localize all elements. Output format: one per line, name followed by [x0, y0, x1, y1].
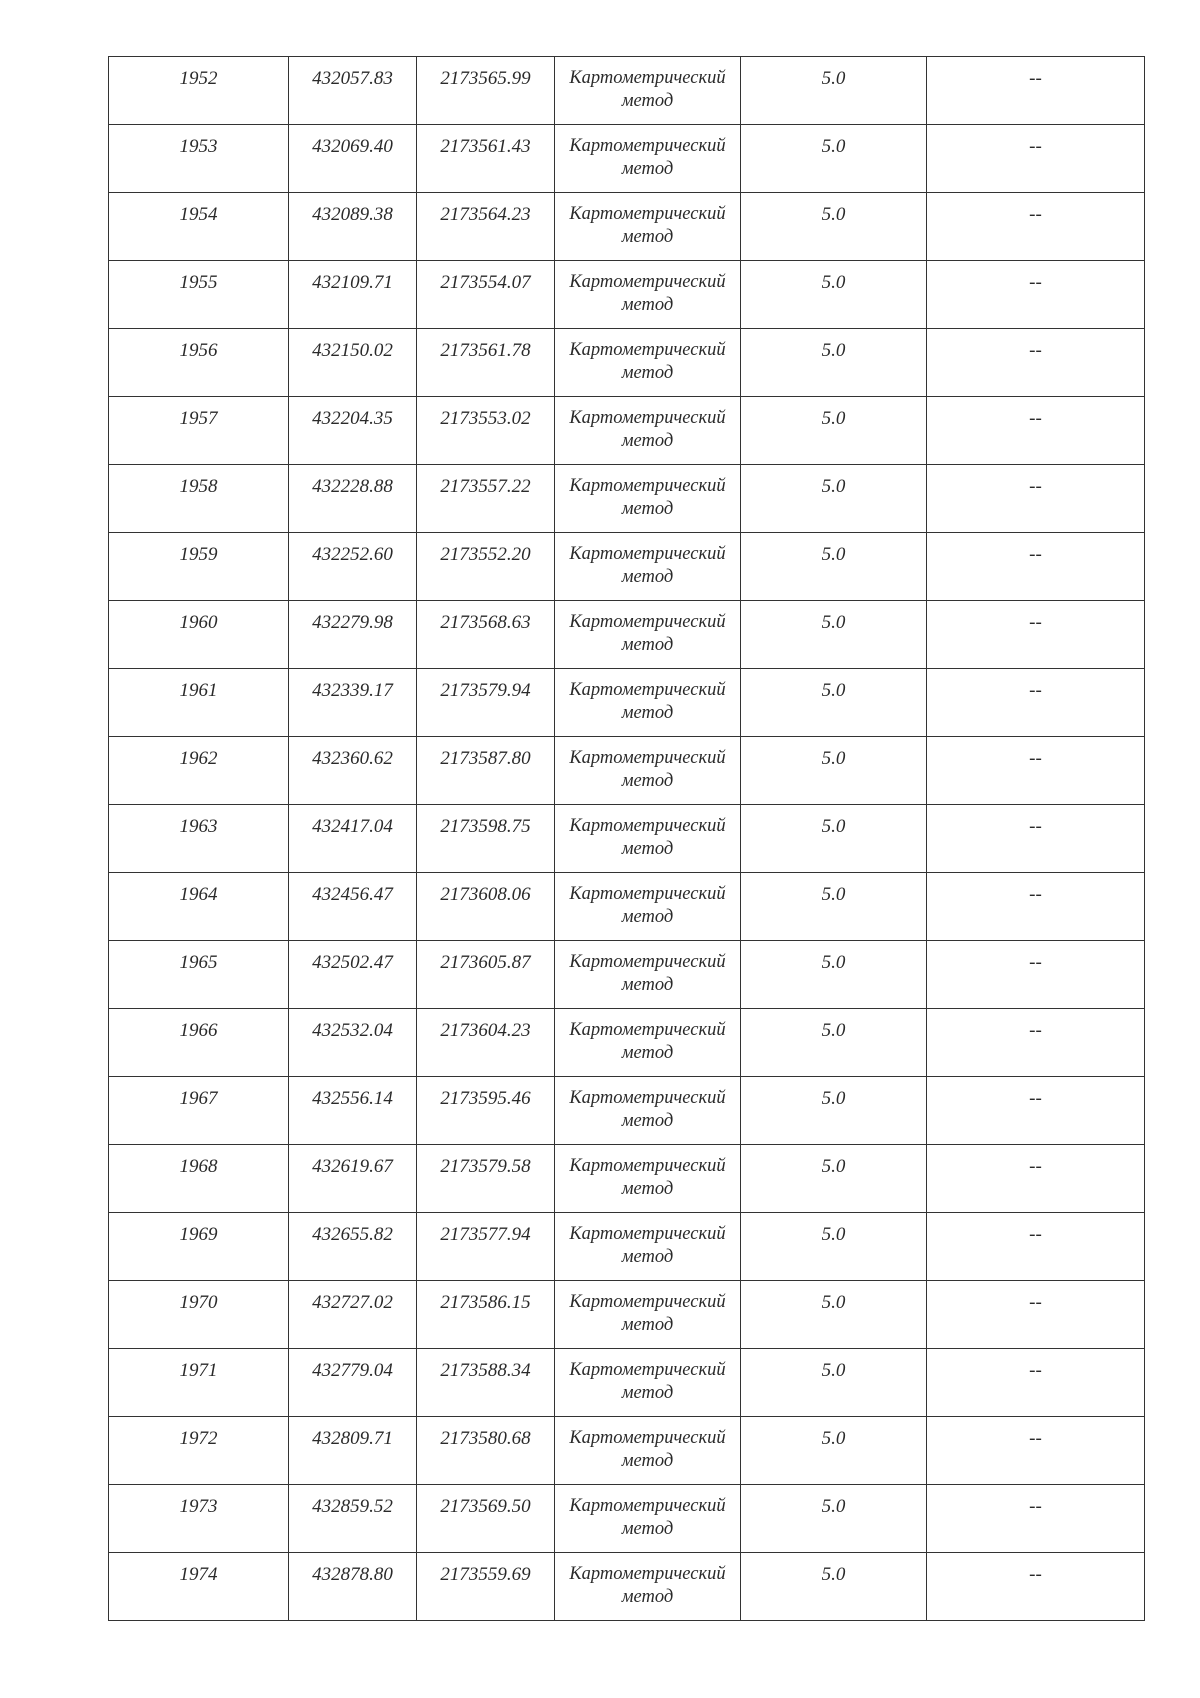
point-number-cell: 1969 [109, 1213, 289, 1281]
method-cell [555, 261, 741, 329]
x-coordinate-cell: 432089.38 [289, 193, 417, 261]
point-number-cell: 1956 [109, 329, 289, 397]
method-text-line1: Картометрический [569, 204, 726, 224]
x-coordinate-cell: 432417.04 [289, 805, 417, 873]
method-cell [555, 465, 741, 533]
point-number-cell: 1964 [109, 873, 289, 941]
accuracy-cell: 5.0 [741, 1553, 927, 1621]
table-row [109, 601, 1145, 669]
method-text-line2: метод [621, 295, 674, 315]
note-cell: -- [927, 941, 1145, 1009]
y-coordinate-cell: 2173554.07 [417, 261, 555, 329]
method-text-line1: Картометрический [569, 1360, 726, 1380]
note-cell: -- [927, 805, 1145, 873]
method-text-line1: Картометрический [569, 816, 726, 836]
table-row [109, 1213, 1145, 1281]
point-number-cell: 1952 [109, 57, 289, 125]
y-coordinate-cell: 2173553.02 [417, 397, 555, 465]
point-number-cell: 1955 [109, 261, 289, 329]
note-cell: -- [927, 1281, 1145, 1349]
method-cell [555, 1281, 741, 1349]
accuracy-cell: 5.0 [741, 1145, 927, 1213]
y-coordinate-cell: 2173586.15 [417, 1281, 555, 1349]
x-coordinate-cell: 432069.40 [289, 125, 417, 193]
y-coordinate-cell: 2173559.69 [417, 1553, 555, 1621]
note-cell: -- [927, 1417, 1145, 1485]
method-cell [555, 1077, 741, 1145]
table-row [109, 57, 1145, 125]
note-cell: -- [927, 329, 1145, 397]
note-cell: -- [927, 1077, 1145, 1145]
method-text-line1: Картометрический [569, 1224, 726, 1244]
method-text-line2: метод [621, 1587, 674, 1607]
method-cell [555, 737, 741, 805]
method-text-line1: Картометрический [569, 272, 726, 292]
y-coordinate-cell: 2173577.94 [417, 1213, 555, 1281]
accuracy-cell: 5.0 [741, 1485, 927, 1553]
method-text-line1: Картометрический [569, 544, 726, 564]
point-number-cell: 1971 [109, 1349, 289, 1417]
method-text-line1: Картометрический [569, 1564, 726, 1584]
point-number-cell: 1959 [109, 533, 289, 601]
table-row [109, 533, 1145, 601]
y-coordinate-cell: 2173588.34 [417, 1349, 555, 1417]
method-text-line2: метод [621, 499, 674, 519]
accuracy-cell: 5.0 [741, 125, 927, 193]
method-text-line2: метод [621, 567, 674, 587]
point-number-cell: 1974 [109, 1553, 289, 1621]
point-number-cell: 1967 [109, 1077, 289, 1145]
point-number-cell: 1958 [109, 465, 289, 533]
method-cell [555, 805, 741, 873]
method-cell [555, 873, 741, 941]
x-coordinate-cell: 432057.83 [289, 57, 417, 125]
x-coordinate-cell: 432556.14 [289, 1077, 417, 1145]
table-row [109, 1009, 1145, 1077]
method-text-line1: Картометрический [569, 68, 726, 88]
method-text-line1: Картометрический [569, 1428, 726, 1448]
method-cell [555, 397, 741, 465]
table-row [109, 941, 1145, 1009]
table-row [109, 873, 1145, 941]
method-cell [555, 1553, 741, 1621]
method-cell [555, 1417, 741, 1485]
accuracy-cell: 5.0 [741, 261, 927, 329]
accuracy-cell: 5.0 [741, 1009, 927, 1077]
method-text-line1: Картометрический [569, 476, 726, 496]
note-cell: -- [927, 125, 1145, 193]
method-text-line1: Картометрический [569, 612, 726, 632]
table-row [109, 1145, 1145, 1213]
table-row [109, 261, 1145, 329]
method-text-line1: Картометрический [569, 408, 726, 428]
accuracy-cell: 5.0 [741, 737, 927, 805]
point-number-cell: 1954 [109, 193, 289, 261]
method-cell [555, 329, 741, 397]
table-row [109, 1077, 1145, 1145]
method-text-line2: метод [621, 363, 674, 383]
x-coordinate-cell: 432360.62 [289, 737, 417, 805]
method-cell [555, 1213, 741, 1281]
accuracy-cell: 5.0 [741, 941, 927, 1009]
method-text-line1: Картометрический [569, 884, 726, 904]
method-text-line2: метод [621, 1519, 674, 1539]
point-number-cell: 1960 [109, 601, 289, 669]
coordinates-table-body [109, 57, 1145, 1621]
method-cell [555, 669, 741, 737]
table-row [109, 1485, 1145, 1553]
y-coordinate-cell: 2173557.22 [417, 465, 555, 533]
method-text-line1: Картометрический [569, 1156, 726, 1176]
method-text-line1: Картометрический [569, 680, 726, 700]
note-cell: -- [927, 533, 1145, 601]
method-text-line2: метод [621, 1383, 674, 1403]
method-text-line1: Картометрический [569, 952, 726, 972]
table-row [109, 737, 1145, 805]
method-text-line1: Картометрический [569, 1088, 726, 1108]
table-row [109, 193, 1145, 261]
coordinates-table [108, 56, 1145, 1621]
method-cell [555, 1145, 741, 1213]
x-coordinate-cell: 432339.17 [289, 669, 417, 737]
method-text-line1: Картометрический [569, 1292, 726, 1312]
method-text-line2: метод [621, 1451, 674, 1471]
x-coordinate-cell: 432502.47 [289, 941, 417, 1009]
y-coordinate-cell: 2173579.94 [417, 669, 555, 737]
y-coordinate-cell: 2173587.80 [417, 737, 555, 805]
point-number-cell: 1962 [109, 737, 289, 805]
method-text-line2: метод [621, 431, 674, 451]
table-row [109, 1349, 1145, 1417]
method-text-line2: метод [621, 1043, 674, 1063]
point-number-cell: 1973 [109, 1485, 289, 1553]
method-text-line2: метод [621, 1315, 674, 1335]
note-cell: -- [927, 669, 1145, 737]
point-number-cell: 1970 [109, 1281, 289, 1349]
point-number-cell: 1968 [109, 1145, 289, 1213]
note-cell: -- [927, 1553, 1145, 1621]
y-coordinate-cell: 2173579.58 [417, 1145, 555, 1213]
table-row [109, 125, 1145, 193]
point-number-cell: 1966 [109, 1009, 289, 1077]
y-coordinate-cell: 2173568.63 [417, 601, 555, 669]
y-coordinate-cell: 2173595.46 [417, 1077, 555, 1145]
x-coordinate-cell: 432204.35 [289, 397, 417, 465]
x-coordinate-cell: 432727.02 [289, 1281, 417, 1349]
accuracy-cell: 5.0 [741, 1281, 927, 1349]
point-number-cell: 1953 [109, 125, 289, 193]
method-text-line1: Картометрический [569, 1496, 726, 1516]
accuracy-cell: 5.0 [741, 1213, 927, 1281]
method-cell [555, 57, 741, 125]
accuracy-cell: 5.0 [741, 601, 927, 669]
point-number-cell: 1957 [109, 397, 289, 465]
method-text-line2: метод [621, 771, 674, 791]
accuracy-cell: 5.0 [741, 669, 927, 737]
method-text-line1: Картометрический [569, 136, 726, 156]
note-cell: -- [927, 1009, 1145, 1077]
x-coordinate-cell: 432252.60 [289, 533, 417, 601]
method-cell [555, 125, 741, 193]
table-row [109, 669, 1145, 737]
accuracy-cell: 5.0 [741, 397, 927, 465]
note-cell: -- [927, 397, 1145, 465]
method-text-line2: метод [621, 1247, 674, 1267]
method-cell [555, 533, 741, 601]
accuracy-cell: 5.0 [741, 193, 927, 261]
x-coordinate-cell: 432532.04 [289, 1009, 417, 1077]
table-row [109, 465, 1145, 533]
method-text-line2: метод [621, 635, 674, 655]
note-cell: -- [927, 1213, 1145, 1281]
method-text-line2: метод [621, 159, 674, 179]
accuracy-cell: 5.0 [741, 465, 927, 533]
accuracy-cell: 5.0 [741, 1417, 927, 1485]
method-text-line2: метод [621, 907, 674, 927]
y-coordinate-cell: 2173605.87 [417, 941, 555, 1009]
x-coordinate-cell: 432619.67 [289, 1145, 417, 1213]
y-coordinate-cell: 2173564.23 [417, 193, 555, 261]
note-cell: -- [927, 601, 1145, 669]
y-coordinate-cell: 2173561.78 [417, 329, 555, 397]
x-coordinate-cell: 432859.52 [289, 1485, 417, 1553]
method-cell [555, 1485, 741, 1553]
method-cell [555, 1349, 741, 1417]
method-text-line2: метод [621, 227, 674, 247]
table-row [109, 1553, 1145, 1621]
method-cell [555, 601, 741, 669]
x-coordinate-cell: 432809.71 [289, 1417, 417, 1485]
note-cell: -- [927, 261, 1145, 329]
table-row [109, 805, 1145, 873]
method-text-line2: метод [621, 1111, 674, 1131]
note-cell: -- [927, 465, 1145, 533]
accuracy-cell: 5.0 [741, 533, 927, 601]
x-coordinate-cell: 432228.88 [289, 465, 417, 533]
point-number-cell: 1965 [109, 941, 289, 1009]
note-cell: -- [927, 1145, 1145, 1213]
method-text-line2: метод [621, 91, 674, 111]
method-text-line1: Картометрический [569, 748, 726, 768]
x-coordinate-cell: 432150.02 [289, 329, 417, 397]
y-coordinate-cell: 2173608.06 [417, 873, 555, 941]
method-text-line2: метод [621, 703, 674, 723]
accuracy-cell: 5.0 [741, 805, 927, 873]
note-cell: -- [927, 193, 1145, 261]
note-cell: -- [927, 1349, 1145, 1417]
accuracy-cell: 5.0 [741, 329, 927, 397]
accuracy-cell: 5.0 [741, 1077, 927, 1145]
point-number-cell: 1963 [109, 805, 289, 873]
x-coordinate-cell: 432279.98 [289, 601, 417, 669]
y-coordinate-cell: 2173565.99 [417, 57, 555, 125]
table-row [109, 329, 1145, 397]
x-coordinate-cell: 432456.47 [289, 873, 417, 941]
note-cell: -- [927, 737, 1145, 805]
note-cell: -- [927, 873, 1145, 941]
method-text-line2: метод [621, 1179, 674, 1199]
note-cell: -- [927, 1485, 1145, 1553]
table-row [109, 1417, 1145, 1485]
y-coordinate-cell: 2173580.68 [417, 1417, 555, 1485]
accuracy-cell: 5.0 [741, 1349, 927, 1417]
accuracy-cell: 5.0 [741, 57, 927, 125]
accuracy-cell: 5.0 [741, 873, 927, 941]
method-cell [555, 193, 741, 261]
method-text-line1: Картометрический [569, 340, 726, 360]
x-coordinate-cell: 432878.80 [289, 1553, 417, 1621]
y-coordinate-cell: 2173569.50 [417, 1485, 555, 1553]
x-coordinate-cell: 432779.04 [289, 1349, 417, 1417]
method-cell [555, 941, 741, 1009]
y-coordinate-cell: 2173604.23 [417, 1009, 555, 1077]
y-coordinate-cell: 2173598.75 [417, 805, 555, 873]
x-coordinate-cell: 432655.82 [289, 1213, 417, 1281]
y-coordinate-cell: 2173552.20 [417, 533, 555, 601]
note-cell: -- [927, 57, 1145, 125]
point-number-cell: 1972 [109, 1417, 289, 1485]
y-coordinate-cell: 2173561.43 [417, 125, 555, 193]
point-number-cell: 1961 [109, 669, 289, 737]
method-text-line1: Картометрический [569, 1020, 726, 1040]
method-cell [555, 1009, 741, 1077]
table-row [109, 1281, 1145, 1349]
method-text-line2: метод [621, 839, 674, 859]
method-text-line2: метод [621, 975, 674, 995]
x-coordinate-cell: 432109.71 [289, 261, 417, 329]
table-row [109, 397, 1145, 465]
